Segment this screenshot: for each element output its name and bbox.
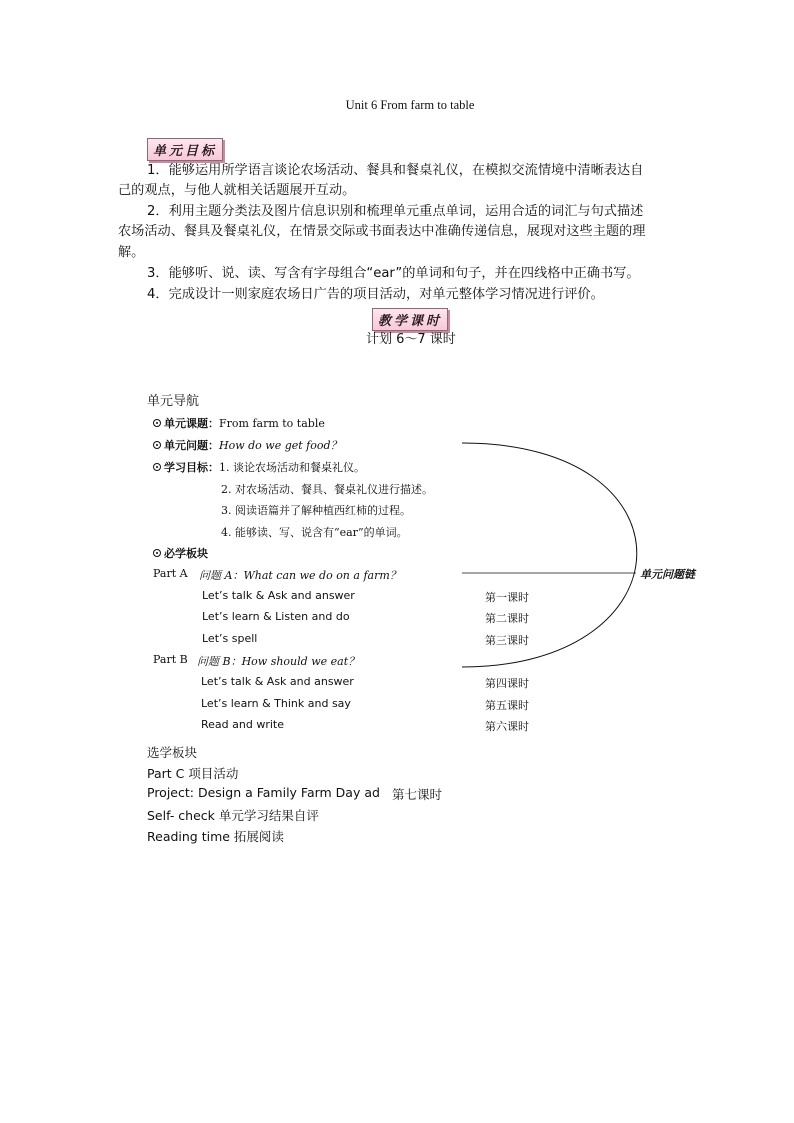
optional-reading-time: Reading time 拓展阅读 [147,829,284,844]
chain-arc-line [462,443,637,667]
plan-text: 计划 6～7 课时 [366,332,456,347]
schedule-tag-label: 教学课时 [372,308,448,331]
optional-project-period: 第七课时 [392,787,443,802]
document-title: Unit 6 From farm to table [345,98,475,112]
chain-label: 单元问题链 [640,568,695,581]
question-label: 单元问题： [164,439,219,452]
goal-line-4: 农场活动、餐具及餐桌礼仪，在情景交际或书面表达中准确传递信息，展现对这些主题的理 [118,224,646,239]
lesson-3: Let’s spell [202,632,258,645]
topic-value: From farm to table [219,417,325,430]
goal-line-1: 1．能够运用所学语言谈论农场活动、餐具和餐桌礼仪，在模拟交流情境中清晰表达自 [147,163,644,178]
objective-4: 4. 能够读、写、说含有“ear”的单词。 [221,526,408,539]
optional-self-check: Self- check 单元学习结果自评 [147,808,319,823]
topic-label: 单元课题： [164,417,219,430]
goals-tag-label: 单元目标 [147,138,223,161]
part-a-label: Part A [153,567,188,580]
goal-line-2: 己的观点，与他人就相关话题展开互动。 [118,183,356,198]
question-value: How do we get food？ [219,439,342,452]
period-1: 第一课时 [485,591,529,604]
period-4: 第四课时 [485,677,529,690]
objective-2: 2. 对农场活动、餐具、餐桌礼仪进行描述。 [221,483,433,496]
part-a-question: 问题 A：What can we do on a farm？ [199,569,401,582]
lesson-2: Let’s learn & Listen and do [202,610,350,623]
part-b-label: Part B [153,653,188,666]
goal-line-3: 2．利用主题分类法及图片信息识别和梳理单元重点单词，运用合适的词汇与句式描述 [147,204,644,219]
lesson-6: Read and write [201,718,284,731]
period-3: 第三课时 [485,634,529,647]
optional-project: Project: Design a Family Farm Day ad [147,785,380,800]
goal-line-7: 4．完成设计一则家庭农场日广告的项目活动，对单元整体学习情况进行评价。 [147,287,604,302]
optional-heading: 选学板块 [147,745,198,760]
period-6: 第六课时 [485,720,529,733]
lesson-5: Let’s learn & Think and say [201,697,351,710]
period-5: 第五课时 [485,699,529,712]
goal-line-5: 解。 [118,245,145,260]
period-2: 第二课时 [485,612,529,625]
nav-heading: 单元导航 [147,394,200,409]
lesson-1: Let’s talk & Ask and answer [202,589,355,602]
objective-3: 3. 阅读语篇并了解种植西红柿的过程。 [221,504,411,517]
part-b-question: 问题 B：How should we eat？ [197,655,360,668]
required-label: 必学板块 [164,547,208,560]
objective-1: 1. 谈论农场活动和餐桌礼仪。 [219,461,365,474]
objective-label: 学习目标： [164,461,219,474]
optional-part-c: Part C 项目活动 [147,766,239,781]
goal-line-6: 3．能够听、说、读、写含有字母组合“ear”的单词和句子，并在四线格中正确书写。 [147,266,640,281]
lesson-4: Let’s talk & Ask and answer [201,675,354,688]
